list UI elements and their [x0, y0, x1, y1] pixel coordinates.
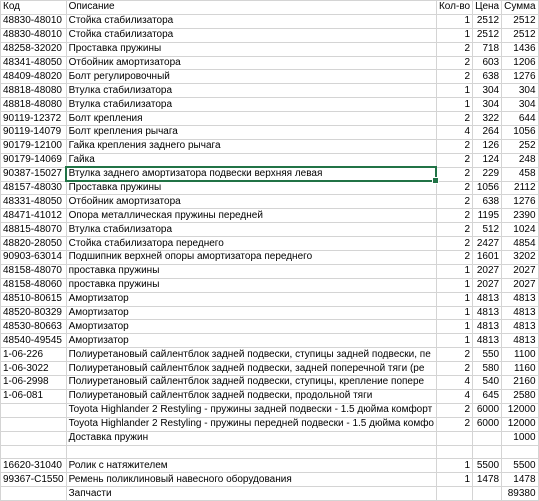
code-cell[interactable]: 48818-48080 — [1, 84, 67, 98]
sum-cell[interactable]: 1056 — [502, 126, 538, 140]
quantity-cell[interactable]: 1 — [436, 264, 472, 278]
description-cell[interactable]: Амортизатор — [66, 306, 436, 320]
table-row — [1, 237, 539, 251]
quantity-cell[interactable]: 1 — [436, 306, 472, 320]
price-cell[interactable]: 322 — [473, 112, 502, 126]
description-cell[interactable]: Проставка пружины — [66, 42, 436, 56]
sum-cell[interactable]: 2512 — [502, 28, 538, 42]
code-cell[interactable]: 48540-49545 — [1, 334, 67, 348]
table-row — [1, 417, 539, 431]
description-cell[interactable]: Втулка заднего амортизатора подвески верхняя левая — [66, 167, 436, 181]
sum-cell[interactable]: 4813 — [502, 320, 538, 334]
table-row — [1, 42, 539, 56]
quantity-cell[interactable] — [436, 445, 472, 459]
table-row — [1, 320, 539, 334]
quantity-cell[interactable]: 1 — [436, 14, 472, 28]
quantity-cell[interactable]: 2 — [436, 139, 472, 153]
code-cell[interactable]: 90119-14079 — [1, 126, 67, 140]
code-cell[interactable]: 48530-80663 — [1, 320, 67, 334]
price-cell[interactable]: 580 — [473, 362, 502, 376]
price-cell[interactable]: 304 — [473, 84, 502, 98]
code-cell[interactable] — [1, 445, 67, 459]
quantity-cell[interactable]: 2 — [436, 348, 472, 362]
code-cell[interactable]: 1-06-2998 — [1, 376, 67, 390]
description-cell[interactable]: Болт регулировочный — [66, 70, 436, 84]
quantity-cell[interactable]: 2 — [436, 223, 472, 237]
description-cell[interactable]: Втулка стабилизатора — [66, 98, 436, 112]
price-cell[interactable]: 540 — [473, 376, 502, 390]
price-cell[interactable]: 264 — [473, 126, 502, 140]
sum-cell[interactable]: 2112 — [502, 181, 538, 195]
code-cell[interactable] — [1, 487, 67, 501]
description-cell[interactable]: Полиуретановый сайлентблок задней подвески, задней поперечной тяги (ре — [66, 362, 436, 376]
quantity-cell[interactable]: 1 — [436, 98, 472, 112]
price-cell[interactable]: 1056 — [473, 181, 502, 195]
table-row — [1, 264, 539, 278]
sum-cell[interactable]: 644 — [502, 112, 538, 126]
sum-cell[interactable]: 1160 — [502, 362, 538, 376]
quantity-cell[interactable]: 2 — [436, 251, 472, 265]
code-cell[interactable]: 90903-63014 — [1, 251, 67, 265]
code-cell[interactable]: 48815-48070 — [1, 223, 67, 237]
sum-cell[interactable]: 12000 — [502, 417, 538, 431]
sum-cell[interactable]: 1000 — [502, 431, 538, 445]
description-cell[interactable]: Полиуретановый сайлентблок задней подвески, ступицы задней подвески, пе — [66, 348, 436, 362]
table-row — [1, 126, 539, 140]
code-cell[interactable]: 99367-C1550 — [1, 473, 67, 487]
sum-cell[interactable]: 2160 — [502, 376, 538, 390]
quantity-cell[interactable]: 2 — [436, 195, 472, 209]
code-cell[interactable]: 48331-48050 — [1, 195, 67, 209]
quantity-cell[interactable]: 4 — [436, 376, 472, 390]
price-cell[interactable]: 1478 — [473, 473, 502, 487]
quantity-cell[interactable]: 1 — [436, 292, 472, 306]
description-cell[interactable]: Toyota Highlander 2 Restyling - пружины передней подвески - 1.5 дюйма комфо — [66, 417, 436, 431]
description-cell[interactable]: Проставка пружины — [66, 181, 436, 195]
code-cell[interactable] — [1, 403, 67, 417]
code-cell[interactable]: 48830-48010 — [1, 14, 67, 28]
description-cell[interactable]: Запчасти — [66, 487, 436, 501]
price-cell[interactable]: 6000 — [473, 417, 502, 431]
quantity-cell[interactable]: 1 — [436, 459, 472, 473]
sum-cell[interactable]: 458 — [502, 167, 538, 181]
table-row — [1, 348, 539, 362]
code-cell[interactable]: 16620-31040 — [1, 459, 67, 473]
price-cell[interactable]: 1601 — [473, 251, 502, 265]
sum-cell[interactable]: 3202 — [502, 251, 538, 265]
table-row — [1, 139, 539, 153]
sum-cell[interactable]: 2027 — [502, 278, 538, 292]
sum-cell[interactable]: 252 — [502, 139, 538, 153]
description-cell[interactable]: Полиуретановый сайлентблок задней подвески, ступицы, крепление попере — [66, 376, 436, 390]
quantity-cell[interactable]: 2 — [436, 167, 472, 181]
price-cell[interactable]: 5500 — [473, 459, 502, 473]
quantity-cell[interactable]: 1 — [436, 334, 472, 348]
quantity-cell[interactable]: 2 — [436, 362, 472, 376]
table-row — [1, 487, 539, 501]
sum-cell[interactable]: 5500 — [502, 459, 538, 473]
quantity-cell[interactable]: 1 — [436, 278, 472, 292]
sum-cell[interactable]: 248 — [502, 153, 538, 167]
sum-cell[interactable]: 304 — [502, 84, 538, 98]
quantity-cell[interactable]: 2 — [436, 209, 472, 223]
sum-cell[interactable]: 1436 — [502, 42, 538, 56]
description-cell[interactable]: проставка пружины — [66, 278, 436, 292]
price-cell[interactable]: 1195 — [473, 209, 502, 223]
table-row — [1, 278, 539, 292]
quantity-cell[interactable]: 2 — [436, 237, 472, 251]
price-cell[interactable]: 603 — [473, 56, 502, 70]
table-row — [1, 181, 539, 195]
code-cell[interactable]: 1-06-081 — [1, 389, 67, 403]
quantity-cell[interactable]: 4 — [436, 126, 472, 140]
table-row — [1, 306, 539, 320]
sum-cell[interactable] — [502, 445, 538, 459]
price-cell[interactable]: 2512 — [473, 28, 502, 42]
quantity-cell[interactable]: 2 — [436, 403, 472, 417]
price-cell[interactable]: 126 — [473, 139, 502, 153]
description-cell[interactable]: Втулка стабилизатора — [66, 84, 436, 98]
code-cell[interactable]: 48158-48070 — [1, 264, 67, 278]
sum-cell[interactable]: 1478 — [502, 473, 538, 487]
table-row — [1, 112, 539, 126]
sum-cell[interactable]: 1276 — [502, 70, 538, 84]
price-cell[interactable] — [473, 487, 502, 501]
table-row — [1, 14, 539, 28]
code-cell[interactable]: 48471-41012 — [1, 209, 67, 223]
sum-cell[interactable]: 1206 — [502, 56, 538, 70]
table-row — [1, 251, 539, 265]
code-cell[interactable]: 1-06-226 — [1, 348, 67, 362]
table-row — [1, 334, 539, 348]
table-row — [1, 376, 539, 390]
table-row — [1, 403, 539, 417]
sum-cell[interactable]: 4813 — [502, 292, 538, 306]
price-cell[interactable]: 550 — [473, 348, 502, 362]
header-code-cell[interactable]: Код — [1, 1, 67, 15]
table-row — [1, 292, 539, 306]
code-cell[interactable]: 48830-48010 — [1, 28, 67, 42]
description-cell[interactable]: Болт крепления — [66, 112, 436, 126]
sum-cell[interactable]: 4813 — [502, 306, 538, 320]
quantity-cell[interactable] — [436, 487, 472, 501]
description-cell[interactable]: Амортизатор — [66, 334, 436, 348]
code-cell[interactable]: 1-06-3022 — [1, 362, 67, 376]
quantity-cell[interactable]: 2 — [436, 56, 472, 70]
sum-cell[interactable]: 89380 — [502, 487, 538, 501]
quantity-cell[interactable]: 4 — [436, 389, 472, 403]
table-row — [1, 209, 539, 223]
sum-cell[interactable]: 1024 — [502, 223, 538, 237]
table-row — [1, 459, 539, 473]
sum-cell[interactable]: 2390 — [502, 209, 538, 223]
sum-cell[interactable]: 4854 — [502, 237, 538, 251]
description-cell[interactable]: Гайка — [66, 153, 436, 167]
price-cell[interactable]: 304 — [473, 98, 502, 112]
description-cell[interactable]: Ремень поликлиновый навесного оборудования — [66, 473, 436, 487]
code-cell[interactable]: 48520-80329 — [1, 306, 67, 320]
quantity-cell[interactable]: 2 — [436, 112, 472, 126]
table-row — [1, 70, 539, 84]
header-row — [1, 1, 539, 15]
code-cell[interactable]: 90179-12100 — [1, 139, 67, 153]
table-row — [1, 445, 539, 459]
selection-fill-handle[interactable] — [432, 177, 439, 184]
description-cell[interactable]: Toyota Highlander 2 Restyling - пружины задней подвески - 1.5 дюйма комфорт — [66, 403, 436, 417]
price-cell[interactable]: 512 — [473, 223, 502, 237]
table-row — [1, 167, 539, 181]
code-cell[interactable]: 90119-12372 — [1, 112, 67, 126]
code-cell[interactable]: 48258-32020 — [1, 42, 67, 56]
header-sum-cell[interactable]: Сумма — [502, 1, 538, 15]
price-cell[interactable]: 2512 — [473, 14, 502, 28]
table-row — [1, 389, 539, 403]
price-cell[interactable]: 229 — [473, 167, 502, 181]
quantity-cell[interactable]: 1 — [436, 84, 472, 98]
price-cell[interactable]: 645 — [473, 389, 502, 403]
price-cell[interactable]: 124 — [473, 153, 502, 167]
quantity-cell[interactable]: 2 — [436, 70, 472, 84]
quantity-cell[interactable] — [436, 431, 472, 445]
description-cell[interactable]: Амортизатор — [66, 320, 436, 334]
table-row — [1, 362, 539, 376]
sum-cell[interactable]: 2580 — [502, 389, 538, 403]
code-cell[interactable]: 48341-48050 — [1, 56, 67, 70]
quantity-cell[interactable]: 1 — [436, 28, 472, 42]
table-row — [1, 195, 539, 209]
table-row — [1, 473, 539, 487]
description-cell[interactable]: Доставка пружин — [66, 431, 436, 445]
description-cell[interactable]: Гайка крепления заднего рычага — [66, 139, 436, 153]
sum-cell[interactable]: 304 — [502, 98, 538, 112]
description-cell[interactable]: Стойка стабилизатора — [66, 28, 436, 42]
description-cell[interactable]: Опора металлическая пружины передней — [66, 209, 436, 223]
table-row — [1, 56, 539, 70]
code-cell[interactable]: 48818-48080 — [1, 98, 67, 112]
code-cell[interactable]: 48157-48030 — [1, 181, 67, 195]
code-cell[interactable] — [1, 431, 67, 445]
code-cell[interactable]: 48820-28050 — [1, 237, 67, 251]
description-cell[interactable]: Полиуретановый сайлентблок задней подвески, продольной тяги — [66, 389, 436, 403]
table-row — [1, 223, 539, 237]
quantity-cell[interactable]: 2 — [436, 42, 472, 56]
table-row — [1, 84, 539, 98]
code-cell[interactable]: 48510-80615 — [1, 292, 67, 306]
price-cell[interactable] — [473, 445, 502, 459]
table-row — [1, 153, 539, 167]
description-cell[interactable]: Отбойник амортизатора — [66, 56, 436, 70]
price-cell[interactable]: 638 — [473, 195, 502, 209]
quantity-cell[interactable]: 2 — [436, 153, 472, 167]
description-cell[interactable]: Отбойник амортизатора — [66, 195, 436, 209]
sum-cell[interactable]: 2512 — [502, 14, 538, 28]
table-row — [1, 28, 539, 42]
price-cell[interactable]: 2027 — [473, 278, 502, 292]
price-cell[interactable]: 638 — [473, 70, 502, 84]
header-description-cell[interactable]: Описание — [66, 1, 436, 15]
header-quantity-cell[interactable]: Кол-во — [436, 1, 472, 15]
code-cell[interactable]: 90179-14069 — [1, 153, 67, 167]
code-cell[interactable]: 48409-48020 — [1, 70, 67, 84]
code-cell[interactable]: 48158-48060 — [1, 278, 67, 292]
price-cell[interactable]: 4813 — [473, 292, 502, 306]
description-cell[interactable] — [66, 445, 436, 459]
description-cell[interactable]: Амортизатор — [66, 292, 436, 306]
quantity-cell[interactable]: 1 — [436, 473, 472, 487]
description-cell[interactable]: Болт крепления рычага — [66, 126, 436, 140]
price-cell[interactable]: 4813 — [473, 334, 502, 348]
price-cell[interactable]: 2027 — [473, 264, 502, 278]
header-price-cell[interactable]: Цена — [473, 1, 502, 15]
sum-cell[interactable]: 2027 — [502, 264, 538, 278]
description-cell[interactable]: Стойка стабилизатора — [66, 14, 436, 28]
code-cell[interactable] — [1, 417, 67, 431]
sum-cell[interactable]: 12000 — [502, 403, 538, 417]
price-cell[interactable]: 4813 — [473, 306, 502, 320]
description-cell[interactable]: Втулка стабилизатора — [66, 223, 436, 237]
price-cell[interactable]: 6000 — [473, 403, 502, 417]
code-cell[interactable]: 90387-15027 — [1, 167, 67, 181]
sum-cell[interactable]: 1276 — [502, 195, 538, 209]
description-cell[interactable]: Подшипник верхней опоры амортизатора переднего — [66, 251, 436, 265]
price-cell[interactable]: 718 — [473, 42, 502, 56]
sum-cell[interactable]: 1100 — [502, 348, 538, 362]
description-cell[interactable]: Стойка стабилизатора переднего — [66, 237, 436, 251]
table-row — [1, 98, 539, 112]
description-cell[interactable]: проставка пружины — [66, 264, 436, 278]
quantity-cell[interactable]: 2 — [436, 181, 472, 195]
sum-cell[interactable]: 4813 — [502, 334, 538, 348]
price-cell[interactable]: 2427 — [473, 237, 502, 251]
quantity-cell[interactable]: 2 — [436, 417, 472, 431]
price-cell[interactable]: 4813 — [473, 320, 502, 334]
price-cell[interactable] — [473, 431, 502, 445]
description-cell[interactable]: Ролик с натяжителем — [66, 459, 436, 473]
table-row — [1, 431, 539, 445]
quantity-cell[interactable]: 1 — [436, 320, 472, 334]
